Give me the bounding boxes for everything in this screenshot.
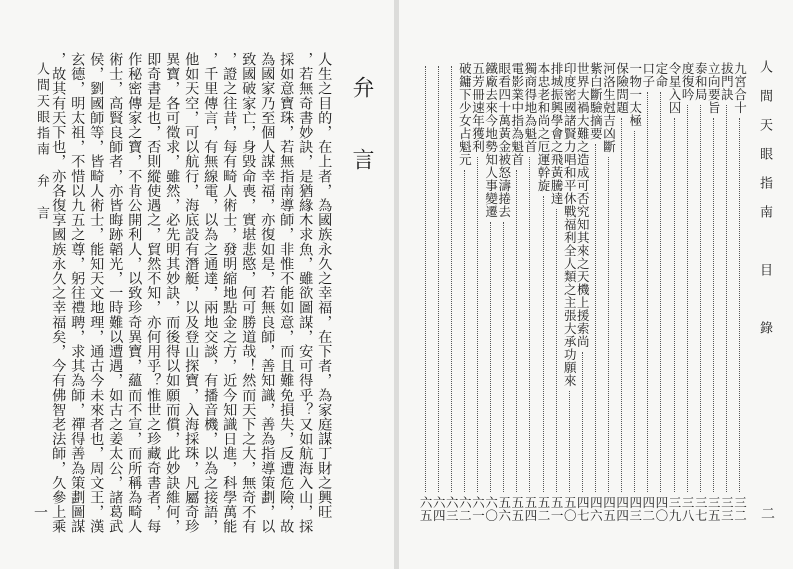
preface-page: [0, 0, 394, 569]
toc-entry-page: 六二: [457, 496, 473, 522]
running-head: 人間天眼指南 弁 言: [34, 62, 49, 222]
toc-entry[interactable]: [681, 62, 695, 522]
toc-entry[interactable]: [733, 62, 747, 522]
preface-column: ，證之往昔，每有畸人術士，發明縮地點金之方，近今知識日進，科學萬能: [221, 52, 238, 534]
toc-entry[interactable]: [576, 62, 590, 522]
toc-leader-dots: [516, 170, 517, 492]
toc-entry-title: 定命: [653, 62, 669, 88]
toc-leader-dots: [425, 66, 426, 492]
toc-entry-page: 三三: [719, 496, 735, 522]
preface-column: ，若無奇書妙訣，是猶緣木求魚，雖欲圖謀，安可得乎？又如航海入山，採: [297, 52, 314, 534]
toc-entry-page: 四五: [601, 496, 617, 522]
preface-column: ，故其有天下也，亦各復享國族永久之幸福矣，今有佛智老法師，久參上乘: [50, 52, 67, 534]
preface-column: 致國破家亡，身毀命喪，實堪悲愍，何可勝道哉！然而天下之大，無奇不有: [240, 52, 257, 534]
toc-entry-title: 令星入囚: [667, 62, 682, 114]
preface-title: 弁言: [349, 76, 374, 220]
toc-leader-dots: [582, 352, 583, 492]
toc-entry-page: 六一: [470, 496, 486, 522]
toc-leader-dots: [687, 105, 688, 492]
toc-leader-dots: [556, 209, 557, 492]
page-number: 一: [32, 505, 48, 519]
toc-entry-page: 五五: [509, 496, 525, 522]
preface-column: 玄德，明太祖，不惜以九五之尊，躬往禮聘，求其為師，禪得善為策劃圖謀: [69, 52, 86, 534]
toc-entry[interactable]: [419, 62, 433, 522]
toc-leader-dots: [674, 118, 675, 492]
toc-entry[interactable]: [589, 62, 603, 522]
toc-entry[interactable]: [458, 62, 472, 522]
toc-leader-dots: [543, 196, 544, 492]
toc-entry-page: 五二: [536, 496, 551, 522]
preface-column: 術士，高賢良師者，亦皆晦跡韜光，一時難以遭遇，如古之姜太公，諸葛武: [107, 52, 124, 534]
toc-leader-dots: [451, 66, 452, 492]
toc-leader-dots: [634, 131, 635, 492]
toc-entry[interactable]: [523, 62, 537, 522]
toc-entry[interactable]: [707, 62, 721, 522]
toc-entry[interactable]: [510, 62, 524, 522]
toc-entry[interactable]: [484, 62, 498, 522]
toc-entry-page: 四四: [614, 496, 630, 522]
toc-entry-title: 獨商得地為魁首: [522, 62, 538, 153]
toc-entry-page: 五一: [549, 496, 565, 522]
toc-entry-title: 河洛生尅吉凶斷: [601, 62, 617, 153]
toc-leader-dots: [569, 391, 570, 492]
toc-entry-title: 電影業中指為魁首: [509, 62, 525, 166]
toc-entry-page: 四六: [588, 496, 604, 522]
toc-entry-title: 立向要旨: [706, 62, 722, 114]
toc-leader-dots: [464, 170, 465, 492]
toc-leader-dots: [726, 105, 727, 492]
toc-entry-title: 口子: [640, 62, 656, 88]
preface-column: 異寶，各可徵求，雖然，必先明其妙訣，而後得以如願而償，此妙訣維何，: [164, 52, 181, 534]
toc-entry[interactable]: [668, 62, 682, 522]
toc-entry-title: 度復吟: [680, 62, 696, 101]
toc-leader-dots: [621, 118, 622, 492]
toc-entry-page: 三五: [706, 496, 722, 522]
toc-entry-page: 五〇: [562, 496, 578, 522]
toc-entry-title: 一物一太極: [627, 62, 643, 127]
preface-column: 作秘密傳家之寶，不肯公開利人，以致珍奇異寶，蘊而不宣，而所稱為畸人: [126, 52, 143, 534]
toc-leader-dots: [713, 118, 714, 492]
toc-entry[interactable]: [615, 62, 629, 522]
toc-entry-page: 四三: [627, 496, 643, 522]
toc-entry-title: 拔門訣: [719, 62, 735, 101]
running-head: 人間天眼指南 目 錄: [757, 60, 772, 350]
toc-leader-dots: [700, 105, 701, 492]
preface-column: 他如天空，可以航行，海底設有潛艇，以及登山探寶，入海採珠，凡屬奇珍: [183, 52, 200, 534]
toc-entry-title: 保險問題: [614, 62, 630, 114]
toc-entry-page: 三二: [732, 496, 748, 522]
preface-column: ，千里傳言，有無線電，以為之通達，兩地交談，有播音機，以為之接語，: [202, 52, 219, 534]
toc-leader-dots: [647, 92, 648, 492]
preface-column: 即奇書是也，否則縱使遇之，貿然不知，亦何用乎？惟世之珍藏奇書者，每: [145, 52, 162, 534]
toc-entry-page: 三九: [667, 496, 682, 522]
toc-entry-page: 五四: [522, 496, 538, 522]
toc-entry[interactable]: [432, 62, 446, 522]
toc-leader-dots: [529, 157, 530, 492]
toc-entry[interactable]: [445, 62, 459, 522]
toc-entry-page: 六五: [418, 496, 434, 522]
toc-entry-page: 四〇: [653, 496, 669, 522]
toc-entry[interactable]: [563, 62, 577, 522]
toc-leader-dots: [438, 66, 439, 492]
page-number: 二: [759, 506, 775, 520]
toc-leader-dots: [503, 222, 504, 492]
toc-entry-page: 三八: [680, 496, 696, 522]
toc-entry[interactable]: [602, 62, 616, 522]
toc-leader-dots: [595, 144, 596, 492]
toc-entry[interactable]: [628, 62, 642, 522]
toc-entry-page: 四七: [575, 496, 591, 522]
toc-entry-page: 六〇: [483, 496, 499, 522]
toc-page: [399, 0, 793, 569]
preface-column: 採如意寶珠，若無指南導師，非惟不能如意，而且難免損失，反遭危險，故: [278, 52, 295, 534]
toc-entry-title: 破鏞下少女占魁元: [457, 62, 473, 166]
preface-column: 人生之目的，在上者，為國族永久之幸福，在下者，為家庭謀丁財之興旺: [316, 52, 333, 520]
toc-entry-page: 三七: [693, 496, 709, 522]
toc-entry[interactable]: [694, 62, 708, 522]
toc-entry-title: 排城振興學會之飛黃騰達: [549, 62, 565, 205]
toc-entry-page: 四二: [640, 496, 656, 522]
toc-entry[interactable]: [497, 62, 511, 522]
toc-entry-title: 印度密國諸賢力唱和平休戰福利全人類之主張大承功願來: [562, 62, 578, 387]
toc-entry[interactable]: [720, 62, 734, 522]
toc-entry-page: 五六: [496, 496, 512, 522]
preface-column: 侯，劉國師等，皆畸人術士，能知天文地理，通古今未來者也，周文王，漢: [88, 52, 105, 534]
toc-entry-title: 鐵廠去來今地勢知人事變遷: [483, 62, 499, 218]
toc-entry-title: 五芳冊速年獲利: [470, 62, 486, 153]
toc-entry-title: 九宮合十: [732, 62, 748, 114]
toc-entry[interactable]: [550, 62, 564, 522]
toc-entry-title: 眼看四十萬黃金被怒濤捲去: [496, 62, 512, 218]
toc-leader-dots: [608, 157, 609, 492]
toc-entry-title: 紫白斷驗摘要: [588, 62, 604, 140]
preface-column: 為國家乃至個人謀幸福，亦復如是，若無良師，善知識，善為指導策劃，以: [259, 52, 276, 534]
toc-leader-dots: [660, 92, 661, 492]
toc-entry-page: 六三: [444, 496, 460, 522]
toc-entry[interactable]: [641, 62, 655, 522]
toc-leader-dots: [477, 157, 478, 492]
toc-entry-title: 本忠老和尚之厄運幹旋: [536, 62, 551, 192]
toc-leader-dots: [490, 222, 491, 492]
toc-entry[interactable]: [654, 62, 668, 522]
toc-entry[interactable]: [471, 62, 485, 522]
toc-leader-dots: [739, 118, 740, 492]
toc-entry-page: 六四: [431, 496, 447, 522]
toc-entry[interactable]: [537, 62, 551, 522]
toc-entry-title: 世界大禍大難之造成可否究知其來之天機上援索尚: [575, 62, 591, 348]
toc-entry-title: 泰和局: [693, 62, 709, 101]
